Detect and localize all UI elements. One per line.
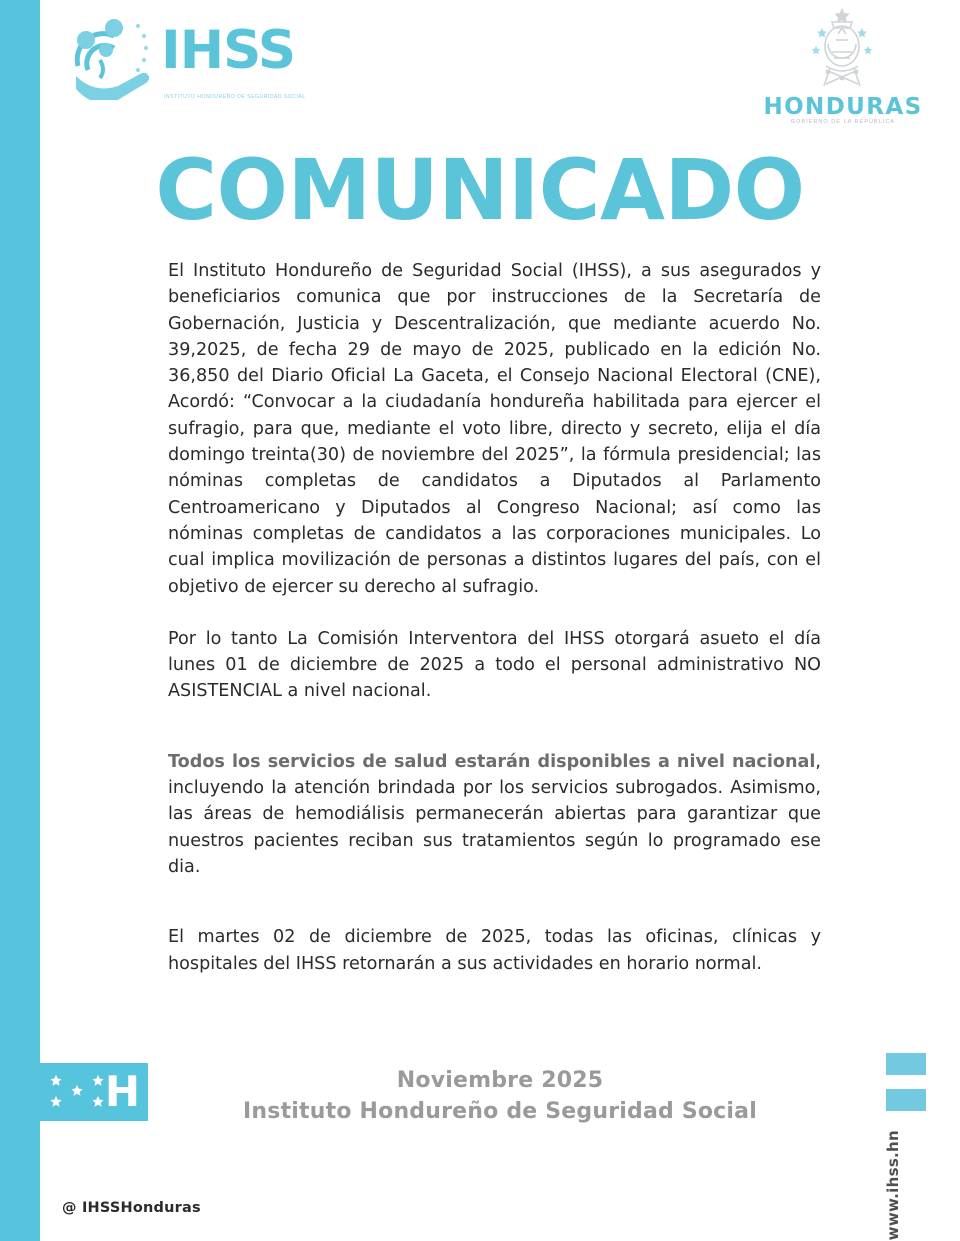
honduras-coat-of-arms-icon (786, 6, 898, 98)
paragraph-1: El Instituto Hondureño de Seguridad Social (IHSS), a sus asegurados y beneficiarios comunica que por instrucciones de la Secretaría de Gobernación, Justicia y Descentralización, que mediante acuerdo No. 39,2025, de fecha 29 de mayo de 2025, publicado en la edición No. 36,850 del Diario Oficial La Gaceta, el Consejo Nacional Electoral (CNE), Acordó: “Convocar a la ciudadanía hondureña habilitada para ejercer el sufragio, para que, mediante el voto libre, directo y secreto, elija el día domingo treinta(30) de noviembre del 2025”, la fórmula presidencial; las nóminas completas de candidatos a Diputados al Parlamento Centroamericano y Diputados al Congreso Nacional; así como las nóminas completas de candidatos a las corporaciones municipales. Lo cual implica movilización de personas a distintos lugares del país, con el objetivo de ejercer su derecho al sufragio. (168, 261, 821, 597)
announcement-body (168, 258, 821, 977)
website-url: www.ihss.hn (884, 1130, 902, 1241)
page-header (0, 0, 960, 140)
paragraph-4: El martes 02 de diciembre de 2025, todas las oficinas, clínicas y hospitales del IHSS retornarán a sus actividades en horario normal. (168, 927, 821, 974)
honduras-subtitle: GOBIERNO DE LA REPÚBLICA (790, 119, 896, 125)
ihss-wordmark: IHSS (161, 20, 296, 81)
ihss-logo-mark (66, 14, 158, 100)
social-handle: @ IHSSHonduras (62, 1200, 201, 1216)
paragraph-3-highlight: Todos los servicios de salud estarán disponibles a nivel nacional (168, 751, 816, 772)
left-accent-bar (0, 0, 40, 1241)
paragraph-2: Por lo tanto La Comisión Interventora del IHSS otorgará asueto el día lunes 01 de diciembre de 2025 a todo el personal administrativo NO ASISTENCIAL a nivel nacional. (168, 628, 821, 702)
honduras-logo (758, 6, 928, 128)
paragraph-3-rest: , incluyendo la atención brindada por los servicios subrogados. Asimismo, las áreas de hemodiálisis permanecerán abiertas para garantizar que nuestros pacientes reciban sus tratamientos según lo programado ese dia. (168, 751, 821, 877)
ihss-subtitle: INSTITUTO HONDUREÑO DE SEGURIDAD SOCIAL (164, 94, 306, 100)
footer-organization: Instituto Hondureño de Seguridad Social (243, 1099, 757, 1124)
paragraph-3 (168, 749, 821, 880)
five-stars-icon (48, 1073, 106, 1111)
footer-month: Noviembre 2025 (396, 1068, 604, 1093)
right-edge-marks (886, 1053, 930, 1123)
page-title: COMUNICADO (155, 141, 805, 239)
honduras-flag-badge (40, 1063, 148, 1121)
footer-signature (200, 1066, 800, 1128)
right-mark-2 (886, 1089, 926, 1111)
right-mark-1 (886, 1053, 926, 1075)
honduras-wordmark: HONDURAS (763, 94, 923, 120)
flag-letter-h: H (104, 1067, 140, 1116)
ihss-logo (66, 14, 306, 114)
